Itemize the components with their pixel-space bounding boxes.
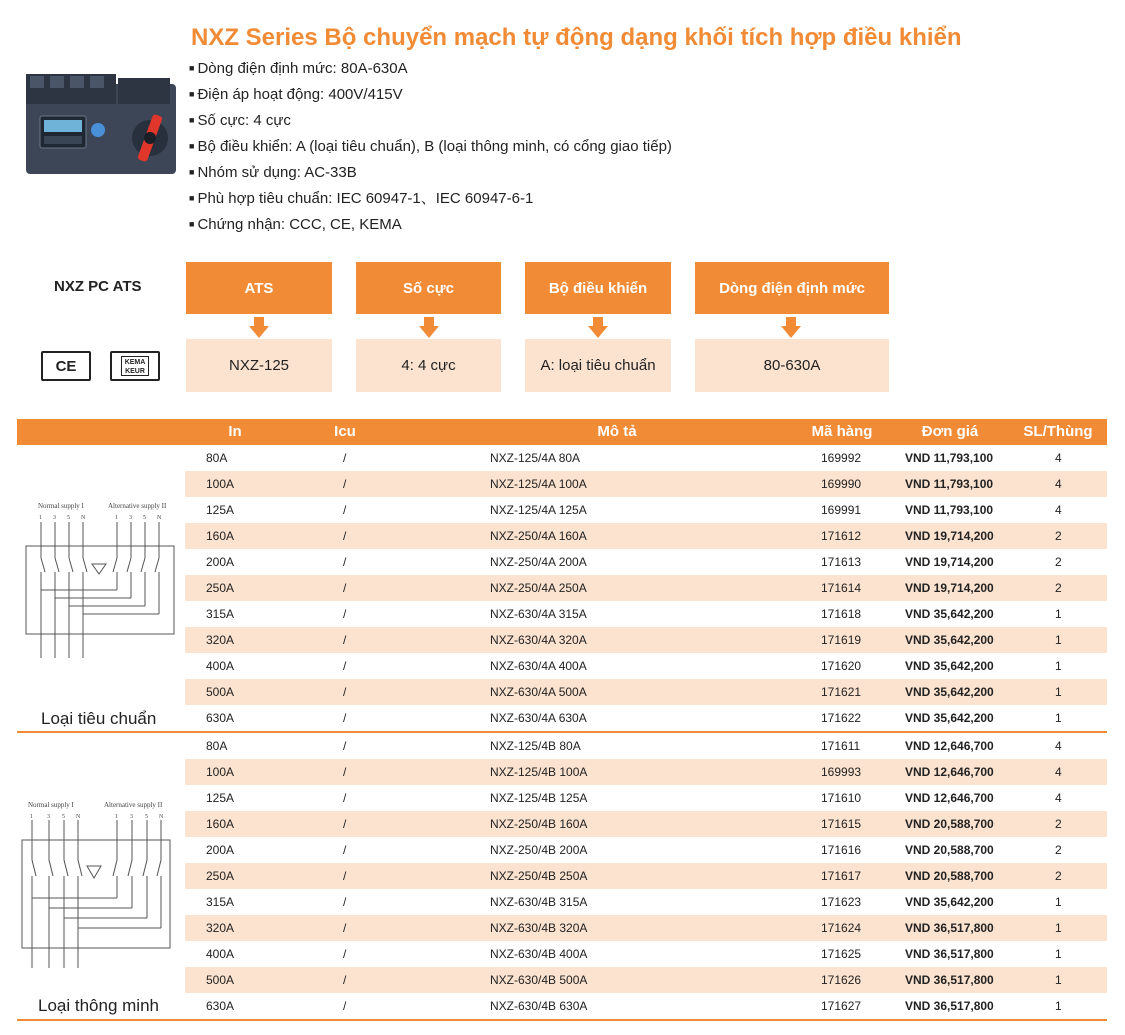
cell-code: 171617 xyxy=(821,869,862,883)
cell-in: 400A xyxy=(206,947,235,961)
cell-desc: NXZ-125/4A 125A xyxy=(490,503,587,517)
cell-desc: NXZ-630/4B 320A xyxy=(490,921,588,935)
cell-in: 200A xyxy=(206,843,235,857)
header-in: In xyxy=(228,423,242,440)
table-row xyxy=(185,863,1107,889)
table-header xyxy=(17,419,1107,445)
diagram-terminal: 3 xyxy=(47,814,50,820)
cell-desc: NXZ-125/4A 80A xyxy=(490,451,581,465)
cell-code: 171621 xyxy=(821,685,862,699)
cell-icu: / xyxy=(343,791,347,805)
cell-code: 169992 xyxy=(821,451,862,465)
cell-price: VND 35,642,200 xyxy=(905,633,994,647)
cell-desc: NXZ-630/4A 315A xyxy=(490,607,587,621)
diagram-terminal: 1 xyxy=(115,814,118,820)
diagram-terminal: N xyxy=(81,515,86,521)
table-row xyxy=(185,705,1107,731)
wiring-diagram-smart xyxy=(20,798,180,970)
header-desc: Mô tả xyxy=(597,423,637,440)
table-row xyxy=(185,601,1107,627)
table-row xyxy=(185,497,1107,523)
cell-desc: NXZ-125/4A 100A xyxy=(490,477,587,491)
table-body-smart xyxy=(185,733,1107,1019)
cell-icu: / xyxy=(343,739,347,753)
cell-in: 315A xyxy=(206,607,235,621)
cell-qty: 4 xyxy=(1055,791,1062,805)
cell-price: VND 20,588,700 xyxy=(905,817,994,831)
cell-qty: 2 xyxy=(1055,529,1062,543)
cell-icu: / xyxy=(343,765,347,779)
cell-in: 160A xyxy=(206,529,235,543)
spec-item: ■ Số cực: 4 cực xyxy=(189,108,672,134)
cell-price: VND 19,714,200 xyxy=(905,581,994,595)
cell-icu: / xyxy=(343,843,347,857)
cell-qty: 2 xyxy=(1055,817,1062,831)
cell-icu: / xyxy=(343,477,347,491)
cell-price: VND 35,642,200 xyxy=(905,711,994,725)
cell-in: 200A xyxy=(206,555,235,569)
cell-price: VND 11,793,100 xyxy=(905,477,994,491)
diagram-terminal: N xyxy=(159,814,164,820)
cell-price: VND 35,642,200 xyxy=(905,659,994,673)
cell-icu: / xyxy=(343,947,347,961)
cell-in: 500A xyxy=(206,685,235,699)
spec-item: ■ Chứng nhận: CCC, CE, KEMA xyxy=(189,212,672,238)
cell-in: 80A xyxy=(206,739,228,753)
cell-desc: NXZ-250/4A 250A xyxy=(490,581,587,595)
code-header-ats: ATS xyxy=(186,262,332,314)
cell-desc: NXZ-250/4A 160A xyxy=(490,529,587,543)
table-row xyxy=(185,993,1107,1019)
cell-code: 171613 xyxy=(821,555,862,569)
cell-desc: NXZ-630/4B 630A xyxy=(490,999,588,1013)
cell-desc: NXZ-630/4A 400A xyxy=(490,659,587,673)
spec-item: ■ Dòng điện định mức: 80A-630A xyxy=(189,56,672,82)
cell-in: 100A xyxy=(206,477,235,491)
cell-code: 171614 xyxy=(821,581,862,595)
arrow-down-icon xyxy=(249,317,269,338)
cell-in: 125A xyxy=(206,791,235,805)
cell-qty: 1 xyxy=(1055,973,1062,987)
cell-code: 169991 xyxy=(821,503,862,517)
header-icu: Icu xyxy=(334,423,356,440)
diagram-terminal: N xyxy=(76,814,81,820)
cell-qty: 1 xyxy=(1055,685,1062,699)
cell-code: 171619 xyxy=(821,633,862,647)
cell-price: VND 12,646,700 xyxy=(905,739,994,753)
cell-in: 320A xyxy=(206,921,235,935)
cell-icu: / xyxy=(343,581,347,595)
cell-in: 400A xyxy=(206,659,235,673)
cell-icu: / xyxy=(343,607,347,621)
cell-desc: NXZ-250/4B 250A xyxy=(490,869,588,883)
diagram-terminal: 3 xyxy=(129,515,132,521)
spec-item: ■ Nhóm sử dụng: AC-33B xyxy=(189,160,672,186)
diagram-terminal: 5 xyxy=(145,814,148,820)
cell-code: 171610 xyxy=(821,791,862,805)
cell-icu: / xyxy=(343,895,347,909)
cell-in: 320A xyxy=(206,633,235,647)
cell-price: VND 35,642,200 xyxy=(905,685,994,699)
cell-icu: / xyxy=(343,711,347,725)
cell-desc: NXZ-630/4B 400A xyxy=(490,947,588,961)
cell-qty: 1 xyxy=(1055,659,1062,673)
arrow-down-icon xyxy=(781,317,801,338)
table-row xyxy=(185,941,1107,967)
diagram-terminal: 5 xyxy=(62,814,65,820)
code-header-poles: Số cực xyxy=(356,262,501,314)
cell-qty: 4 xyxy=(1055,739,1062,753)
cell-code: 171612 xyxy=(821,529,862,543)
wiring-diagram-standard xyxy=(20,498,180,660)
table-row xyxy=(185,653,1107,679)
table-row xyxy=(185,445,1107,471)
model-code-label: NXZ PC ATS xyxy=(54,278,142,295)
cell-qty: 1 xyxy=(1055,921,1062,935)
diagram-label-normal-supply: Normal supply I xyxy=(38,502,84,510)
cell-icu: / xyxy=(343,503,347,517)
header-code: Mã hàng xyxy=(811,423,873,440)
header-qty: SL/Thùng xyxy=(1023,423,1093,440)
cell-price: VND 12,646,700 xyxy=(905,765,994,779)
cell-code: 171618 xyxy=(821,607,862,621)
cell-price: VND 35,642,200 xyxy=(905,895,994,909)
cell-icu: / xyxy=(343,633,347,647)
cell-price: VND 20,588,700 xyxy=(905,843,994,857)
arrow-down-icon xyxy=(588,317,608,338)
diagram-terminal: 1 xyxy=(39,515,42,521)
header-price: Đơn giá xyxy=(921,423,979,440)
cell-in: 160A xyxy=(206,817,235,831)
cell-desc: NXZ-630/4A 320A xyxy=(490,633,587,647)
cell-qty: 1 xyxy=(1055,607,1062,621)
cell-desc: NXZ-250/4B 160A xyxy=(490,817,588,831)
cell-desc: NXZ-125/4B 80A xyxy=(490,739,581,753)
cell-icu: / xyxy=(343,921,347,935)
diagram-terminal: 3 xyxy=(130,814,133,820)
cell-price: VND 36,517,800 xyxy=(905,921,994,935)
diagram-terminal: N xyxy=(157,515,162,521)
table-row xyxy=(185,837,1107,863)
cell-price: VND 36,517,800 xyxy=(905,973,994,987)
cell-in: 630A xyxy=(206,711,235,725)
cell-price: VND 19,714,200 xyxy=(905,529,994,543)
cell-price: VND 36,517,800 xyxy=(905,947,994,961)
product-image xyxy=(22,70,182,182)
cell-icu: / xyxy=(343,973,347,987)
cell-desc: NXZ-630/4B 500A xyxy=(490,973,588,987)
cell-desc: NXZ-250/4A 200A xyxy=(490,555,587,569)
diagram-label-alt-supply: Alternative supply II xyxy=(108,502,167,510)
cell-qty: 1 xyxy=(1055,711,1062,725)
cell-in: 500A xyxy=(206,973,235,987)
cell-qty: 1 xyxy=(1055,947,1062,961)
cell-code: 171623 xyxy=(821,895,862,909)
cell-qty: 1 xyxy=(1055,999,1062,1013)
cell-code: 169990 xyxy=(821,477,862,491)
table-row xyxy=(185,889,1107,915)
cell-in: 315A xyxy=(206,895,235,909)
table-row xyxy=(185,967,1107,993)
cell-desc: NXZ-250/4B 200A xyxy=(490,843,588,857)
cell-price: VND 11,793,100 xyxy=(905,451,994,465)
cell-desc: NXZ-125/4B 100A xyxy=(490,765,588,779)
code-value-ats: NXZ-125 xyxy=(186,339,332,392)
cell-qty: 2 xyxy=(1055,581,1062,595)
diagram-terminal: 5 xyxy=(143,515,146,521)
cell-code: 171624 xyxy=(821,921,862,935)
cell-qty: 4 xyxy=(1055,503,1062,517)
page-title: NXZ Series Bộ chuyển mạch tự động dạng khối tích hợp điều khiển xyxy=(191,24,962,51)
cell-desc: NXZ-630/4A 630A xyxy=(490,711,587,725)
cell-icu: / xyxy=(343,555,347,569)
cell-icu: / xyxy=(343,999,347,1013)
group-label-standard: Loại tiêu chuẩn xyxy=(41,709,157,728)
cell-icu: / xyxy=(343,817,347,831)
diagram-terminal: 1 xyxy=(30,814,33,820)
cell-qty: 2 xyxy=(1055,555,1062,569)
table-row xyxy=(185,627,1107,653)
table-body-standard xyxy=(185,445,1107,731)
cell-in: 100A xyxy=(206,765,235,779)
cell-icu: / xyxy=(343,685,347,699)
code-value-poles: 4: 4 cực xyxy=(356,339,501,392)
cell-price: VND 12,646,700 xyxy=(905,791,994,805)
diagram-terminal: 3 xyxy=(53,515,56,521)
cell-icu: / xyxy=(343,659,347,673)
table-row xyxy=(185,471,1107,497)
group-divider xyxy=(17,1019,1107,1021)
cell-desc: NXZ-630/4A 500A xyxy=(490,685,587,699)
cell-qty: 4 xyxy=(1055,477,1062,491)
spec-item: ■ Bộ điều khiển: A (loại tiêu chuẩn), B (loại thông minh, có cổng giao tiếp) xyxy=(189,134,672,160)
cell-code: 171615 xyxy=(821,817,862,831)
cell-qty: 2 xyxy=(1055,869,1062,883)
diagram-terminal: 5 xyxy=(67,515,70,521)
cell-in: 80A xyxy=(206,451,228,465)
kema-mark-icon: KEMA KEUR xyxy=(110,351,160,381)
spec-list xyxy=(189,56,672,238)
code-value-current: 80-630A xyxy=(695,339,889,392)
table-row xyxy=(185,759,1107,785)
code-header-controller: Bộ điều khiển xyxy=(525,262,671,314)
cell-desc: NXZ-630/4B 315A xyxy=(490,895,588,909)
cell-code: 171626 xyxy=(821,973,862,987)
cell-code: 171616 xyxy=(821,843,862,857)
cell-icu: / xyxy=(343,869,347,883)
cell-price: VND 11,793,100 xyxy=(905,503,994,517)
cell-code: 169993 xyxy=(821,765,862,779)
cell-qty: 1 xyxy=(1055,895,1062,909)
arrow-down-icon xyxy=(419,317,439,338)
cell-price: VND 35,642,200 xyxy=(905,607,994,621)
cell-in: 630A xyxy=(206,999,235,1013)
diagram-label-alt-supply: Alternative supply II xyxy=(104,801,163,809)
cell-in: 250A xyxy=(206,581,235,595)
table-row xyxy=(185,523,1107,549)
cell-code: 171611 xyxy=(821,739,861,753)
cell-desc: NXZ-125/4B 125A xyxy=(490,791,588,805)
group-label-smart: Loại thông minh xyxy=(38,996,159,1015)
diagram-label-normal-supply: Normal supply I xyxy=(28,801,74,809)
table-row xyxy=(185,785,1107,811)
cell-code: 171622 xyxy=(821,711,862,725)
table-row xyxy=(185,811,1107,837)
cell-qty: 4 xyxy=(1055,451,1062,465)
cell-code: 171620 xyxy=(821,659,862,673)
ce-mark-icon: CE xyxy=(41,351,91,381)
table-row xyxy=(185,549,1107,575)
cell-code: 171627 xyxy=(821,999,862,1013)
table-row xyxy=(185,679,1107,705)
cell-icu: / xyxy=(343,529,347,543)
cell-in: 125A xyxy=(206,503,235,517)
cell-qty: 2 xyxy=(1055,843,1062,857)
diagram-terminal: 1 xyxy=(115,515,118,521)
table-row xyxy=(185,575,1107,601)
cell-code: 171625 xyxy=(821,947,862,961)
spec-item: ■ Phù hợp tiêu chuẩn: IEC 60947-1、IEC 60947-6-1 xyxy=(189,186,672,212)
cell-in: 250A xyxy=(206,869,235,883)
spec-item: ■ Điện áp hoạt động: 400V/415V xyxy=(189,82,672,108)
code-value-controller: A: loại tiêu chuẩn xyxy=(525,339,671,392)
cell-qty: 4 xyxy=(1055,765,1062,779)
code-header-current: Dòng điện định mức xyxy=(695,262,889,314)
table-row xyxy=(185,915,1107,941)
cell-price: VND 20,588,700 xyxy=(905,869,994,883)
cell-qty: 1 xyxy=(1055,633,1062,647)
table-row xyxy=(185,733,1107,759)
cell-price: VND 36,517,800 xyxy=(905,999,994,1013)
cell-price: VND 19,714,200 xyxy=(905,555,994,569)
cell-icu: / xyxy=(343,451,347,465)
